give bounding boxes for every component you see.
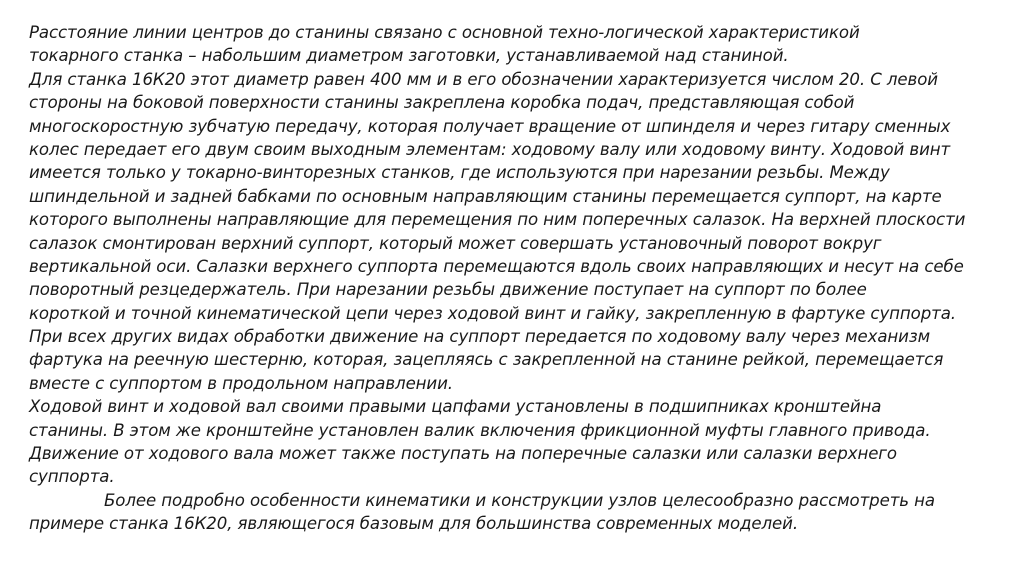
text-line-10: салазок смонтирован верхний суппорт, который может совершать установочный поворот вокруг — [29, 233, 882, 253]
text-line-1: Расстояние линии центров до станины связано с основной техно-логической характеристикой — [29, 23, 860, 42]
text-line-21: Более подробно особенности кинематики и конструкции узлов целесообразно рассмотреть на — [104, 490, 935, 510]
text-line-19: Движение от ходового вала может также поступать на поперечные салазки или салазки верхнего — [29, 444, 897, 464]
text-line-5: многоскоростную зубчатую передачу, которая получает вращение от шпинделя и через гитару сменных — [29, 116, 951, 136]
text-line-2: токарного станка – набольшим диаметром заготовки, устанавливаемой над станиной. — [29, 46, 789, 66]
text-line-11: вертикальной оси. Салазки верхнего суппорта перемещаются вдоль своих направляющих и несут на себе — [29, 256, 964, 276]
text-line-17: Ходовой винт и ходовой вал своими правыми цапфами установлены в подшипниках кронштейна — [29, 397, 882, 417]
text-line-13: короткой и точной кинематической цепи через ходовой винт и гайку, закрепленную в фартуке суппорта. — [29, 303, 956, 323]
text-line-22: примере станка 16К20, являющегося базовым для большинства современных моделей. — [29, 514, 798, 534]
text-line-7: имеется только у токарно-винторезных станков, где используются при нарезании резьбы. Между — [29, 163, 890, 183]
text-line-4: стороны на боковой поверхности станины закреплена коробка подач, представляющая собой — [29, 93, 855, 113]
document-text — [29, 21, 1019, 536]
text-line-20: суппорта. — [29, 467, 115, 487]
text-line-18: станины. В этом же кронштейне установлен валик включения фрикционной муфты главного привода. — [29, 420, 931, 440]
text-line-9: которого выполнены направляющие для перемещения по ним поперечных салазок. На верхней плоскости — [29, 210, 966, 230]
text-line-15: фартука на реечную шестерню, которая, зацепляясь с закрепленной на станине рейкой, перемещается — [29, 350, 944, 370]
text-line-3: Для станка 16К20 этот диаметр равен 400 мм и в его обозначении характеризуется числом 20. С левой — [29, 69, 938, 89]
text-line-16: вместе с суппортом в продольном направлении. — [29, 373, 453, 393]
text-line-8: шпиндельной и задней бабками по основным направляющим станины перемещается суппорт, на карте — [29, 186, 942, 206]
text-line-12: поворотный резцедержатель. При нарезании резьбы движение поступает на суппорт по более — [29, 280, 867, 300]
text-line-14: При всех других видах обработки движение на суппорт передается по ходовому валу через механизм — [29, 327, 931, 347]
text-line-6: колес передает его двум своим выходным элементам: ходовому валу или ходовому винту. Ходовой винт — [29, 139, 951, 159]
